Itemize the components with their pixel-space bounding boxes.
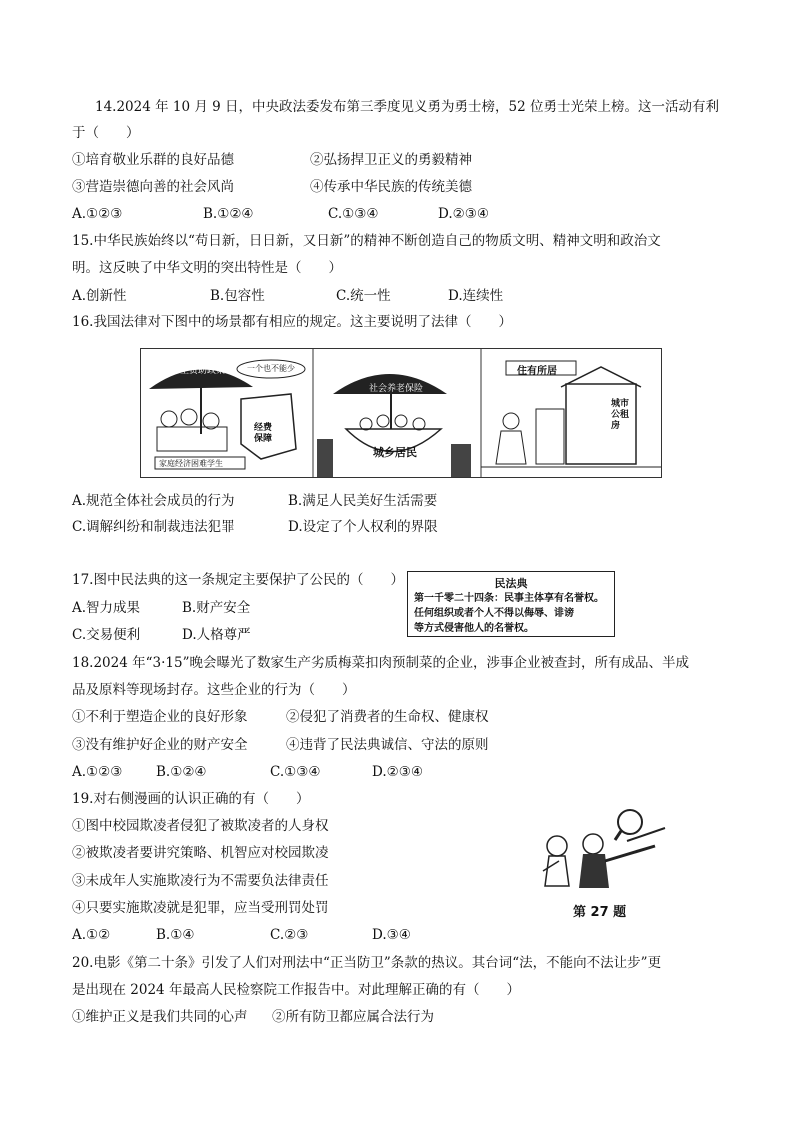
q19-option-c: C.②③ [270, 927, 309, 943]
q18-option-c: C.①③④ [270, 764, 321, 780]
q16-option-b: B.满足人民美好生活需要 [288, 493, 438, 509]
q14-option-d: D.②③④ [438, 206, 489, 222]
civil-code-excerpt-box [407, 571, 615, 637]
q16-stem: 16.我国法律对下图中的场景都有相应的规定。这主要说明了法律（ ） [72, 314, 512, 330]
q19-statement-3: ③未成年人实施欺凌行为不需要负法律责任 [72, 873, 329, 889]
q16-building-label: 城市公租房 [611, 399, 630, 431]
q15-stem-line2: 明。这反映了中华文明的突出特性是（ ） [72, 260, 342, 276]
q19-statement-2: ②被欺凌者要讲究策略、机智应对校园欺凌 [72, 845, 329, 861]
q19-cartoon-art [535, 806, 675, 900]
q18-statement-2: ②侵犯了消费者的生命权、健康权 [286, 709, 489, 725]
q14-statement-1: ①培育敬业乐群的良好品德 [72, 152, 234, 168]
q16-bowl-label: 城乡居民 [373, 446, 417, 459]
q18-statement-4: ④违背了民法典诚信、守法的原则 [286, 737, 489, 753]
q14-stem-line2: 于（ ） [72, 125, 140, 141]
q19-option-d: D.③④ [372, 927, 411, 943]
civil-code-title: 民法典 [494, 577, 528, 590]
q20-statement-1: ①维护正义是我们共同的心声 [72, 1009, 248, 1025]
civil-code-line-3: 等方式侵害他人的名誉权。 [414, 623, 534, 634]
q14-statement-3: ③营造崇德向善的社会风尚 [72, 179, 234, 195]
q16-cartoon-panels [140, 348, 662, 478]
q18-stem-line2: 品及原料等现场封存。这些企业的行为（ ） [72, 682, 356, 698]
q19-option-b: B.①④ [156, 927, 195, 943]
q14-option-c: C.①③④ [328, 206, 379, 222]
q18-statement-1: ①不利于塑造企业的良好形象 [72, 709, 248, 725]
q14-statement-2: ②弘扬捍卫正义的勇毅精神 [310, 152, 472, 168]
civil-code-line-1: 第一千零二十四条：民事主体享有名誉权。 [414, 593, 604, 604]
q18-statement-3: ③没有维护好企业的财产安全 [72, 737, 248, 753]
q19-figure-caption: 第 27 题 [573, 905, 627, 920]
q16-speech-bubble: 一个也不能少 [247, 364, 295, 373]
q20-stem-line2: 是出现在 2024 年最高人民检察院工作报告中。对此理解正确的有（ ） [72, 982, 520, 998]
q14-option-b: B.①②④ [203, 206, 254, 222]
q17-option-d: D.人格尊严 [182, 627, 251, 643]
civil-code-line-2: 任何组织或者个人不得以侮辱、诽谤 [414, 608, 574, 619]
q14-option-a: A.①②③ [72, 206, 123, 222]
q16-funding-sign: 经费保障 [254, 423, 273, 444]
q20-statement-2: ②所有防卫都应属合法行为 [272, 1009, 434, 1025]
q16-students-banner: 家庭经济困难学生 [159, 459, 223, 468]
q18-stem-line1: 18.2024 年“3·15”晚会曝光了数家生产劣质梅菜扣肉预制菜的企业，涉事企业被查封，所有成品、半成 [72, 655, 689, 671]
q16-option-c: C.调解纠纷和制裁违法犯罪 [72, 519, 235, 535]
q15-option-c: C.统一性 [336, 288, 391, 304]
q15-option-a: A.创新性 [72, 288, 127, 304]
q17-stem: 17.图中民法典的这一条规定主要保护了公民的（ ） [72, 572, 404, 588]
q19-statement-4: ④只要实施欺凌就是犯罪，应当受刑罚处罚 [72, 900, 329, 916]
q14-statement-4: ④传承中华民族的传统美德 [310, 179, 472, 195]
q14-stem-line1: 14.2024 年 10 月 9 日，中央政法委发布第三季度见义勇为勇士榜，52 位勇士光荣上榜。这一活动有利 [95, 99, 720, 115]
q17-option-c: C.交易便利 [72, 627, 141, 643]
q18-option-a: A.①②③ [72, 764, 123, 780]
q16-option-a: A.规范全体社会成员的行为 [72, 493, 235, 509]
q19-stem: 19.对右侧漫画的认识正确的有（ ） [72, 791, 310, 807]
q16-umbrella-label-1: 学生资助政策 [171, 366, 226, 376]
q19-statement-1: ①图中校园欺凌者侵犯了被欺凌者的人身权 [72, 818, 329, 834]
q18-option-b: B.①②④ [156, 764, 207, 780]
q15-option-b: B.包容性 [210, 288, 265, 304]
q16-umbrella-label-2: 社会养老保险 [369, 384, 424, 394]
q16-option-d: D.设定了个人权利的界限 [288, 519, 438, 535]
q20-stem-line1: 20.电影《第二十条》引发了人们对刑法中“正当防卫”条款的热议。其台词“法，不能向不法让步”更 [72, 955, 662, 971]
q18-option-d: D.②③④ [372, 764, 423, 780]
q19-bullying-cartoon [535, 806, 675, 900]
q17-option-b: B.财产安全 [182, 600, 251, 616]
q15-option-d: D.连续性 [448, 288, 504, 304]
q16-housing-sign: 住有所居 [517, 366, 557, 377]
q17-option-a: A.智力成果 [72, 600, 141, 616]
q19-option-a: A.①② [72, 927, 111, 943]
q15-stem-line1: 15.中华民族始终以“苟日新，日日新，又日新”的精神不断创造自己的物质文明、精神文明和政治文 [72, 233, 661, 249]
